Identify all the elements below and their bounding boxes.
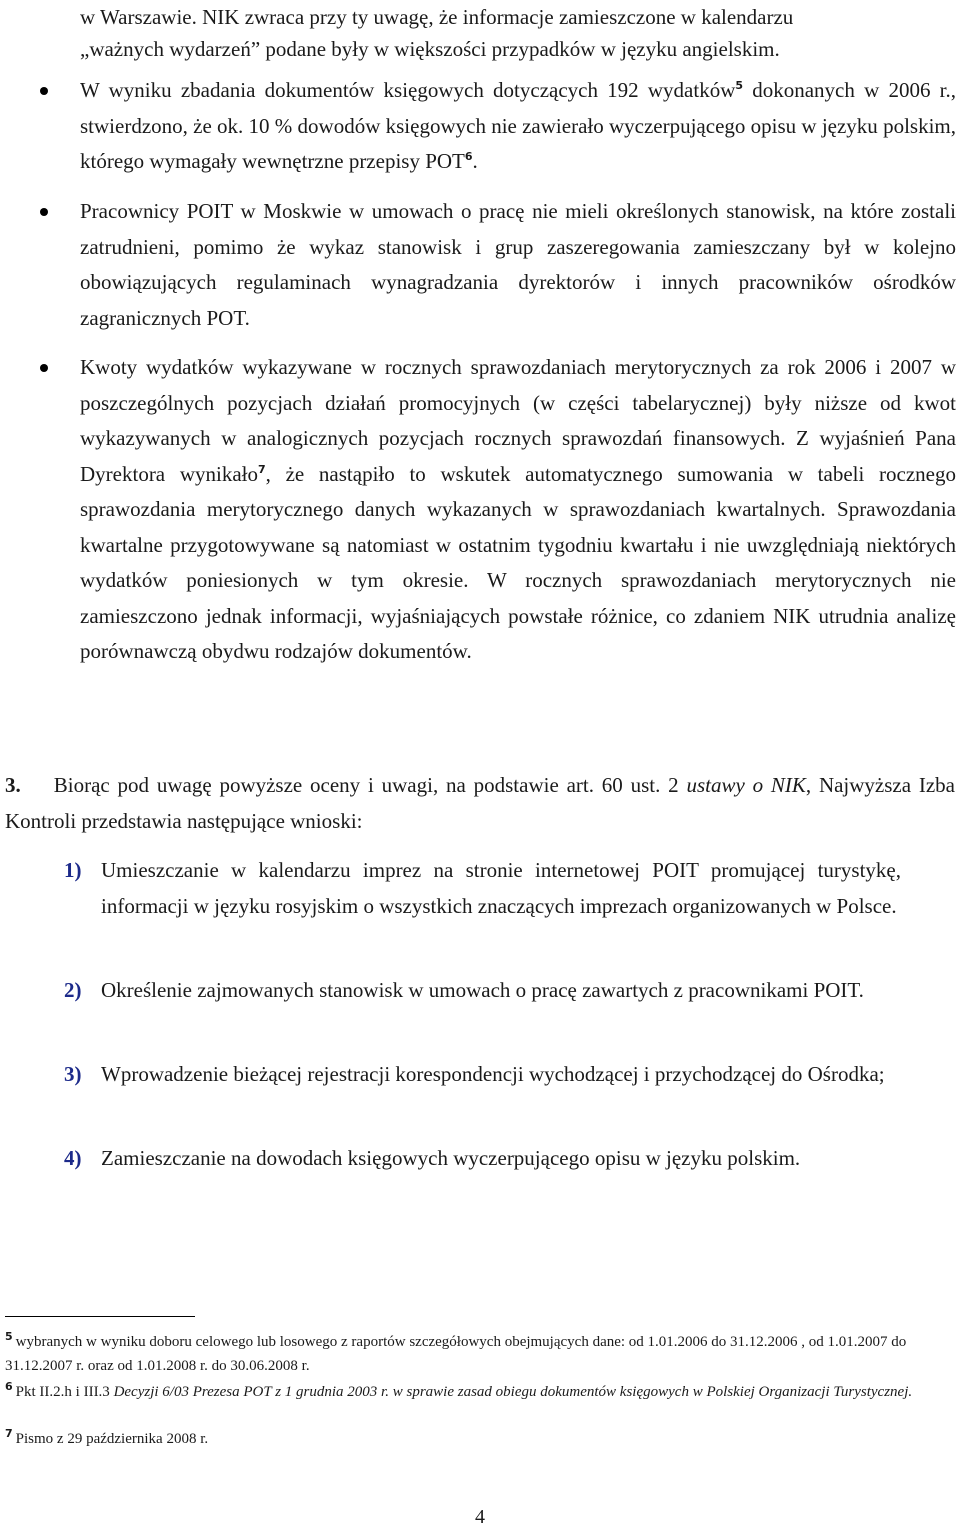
- item-text: Wprowadzenie bieżącej rejestracji korespondencji wychodzącej i przychodzącej do Ośrodka;: [101, 1062, 885, 1086]
- footnote-mark: 7: [5, 1427, 13, 1440]
- item-number: 2): [64, 978, 82, 1002]
- footnote-ref-6: 6: [464, 150, 473, 163]
- footnote-mark: 5: [5, 1330, 13, 1343]
- section-3-text-a: Biorąc pod uwagę powyższe oceny i uwagi, na podstawie art. 60 ust. 2: [53, 773, 687, 797]
- item-number: 4): [64, 1146, 82, 1170]
- bullet-paragraph-1: [80, 73, 956, 180]
- footnote-text: Pkt II.2.h i III.3: [15, 1384, 114, 1400]
- item-number: 3): [64, 1062, 82, 1086]
- footnote-7: [5, 1428, 955, 1452]
- footnote-mark: 6: [5, 1380, 13, 1393]
- section-3-paragraph: [5, 768, 955, 839]
- bullet-2-text: Pracownicy POIT w Moskwie w umowach o pracę nie mieli określonych stanowisk, na które zostali zatrudnieni, pomimo że wykaz stanowisk i grup zaszeregowania zamieszczany był w kolejno obowiązujących regulaminach wynagradzania dyrektorów i innych pracowników ośrodków zagranicznych POT.: [80, 199, 956, 330]
- footnote-ref-7: 7: [257, 462, 266, 476]
- bullet-3-text-b: , że nastąpiło to wskutek automatycznego sumowania w tabeli rocznego sprawozdania merytorycznego danych wykazanych w sprawozdaniach kwartalnych. Sprawozdania kwartalne przygotowywane są natomiast w ostatnim tygodniu kwartału i nie uwzględniają niektórych wydatków poniesionych w tym okresie. W rocznych sprawozdaniach merytorycznych nie zamieszczono jednak informacji, wyjaśniających powstałe różnice, co zdaniem NIK utrudnia analizę porównawczą obydwu rodzajów dokumentów.: [80, 461, 956, 663]
- bullet-3-text-a: Kwoty wydatków wykazywane w rocznych sprawozdaniach merytorycznych za rok 2006 i 2007 w poszczególnych pozycjach działań promocyjnych (w części tabelarycznej) były niższe od kwot wykazywanych w analogicznych pozycjach rocznych sprawozdań finansowych. Z wyjaśnień Pana Dyrektora wynikało: [80, 355, 956, 486]
- bullet-paragraph-3: [80, 350, 956, 670]
- bullet-icon: [40, 87, 48, 95]
- footnote-text-italic: Decyzji 6/03 Prezesa POT z 1 grudnia 2003 r. w sprawie zasad obiegu dokumentów księgowych w Polskiej Organizacji Turystycznej.: [113, 1384, 913, 1400]
- footnote-text: wybranych w wyniku doboru celowego lub losowego z raportów szczegółowych obejmujących dane: od 1.01.2006 do 31.12.2006 , od 1.01.2007 do 31.12.2007 r. oraz od 1.01.2008 r. do 30.06.2008 r.: [5, 1334, 907, 1374]
- intro-line-1: w Warszawie. NIK zwraca przy ty uwagę, że informacje zamieszczone w kalendarzu: [80, 5, 794, 29]
- item-text: Zamieszczanie na dowodach księgowych wyczerpującego opisu w języku polskim.: [101, 1146, 801, 1170]
- footnote-ref-5: 5: [735, 79, 744, 92]
- bullet-1-text-c: .: [472, 149, 478, 173]
- intro-paragraph: [80, 0, 955, 67]
- item-number: 1): [64, 858, 82, 882]
- page-number: 4: [475, 1506, 485, 1528]
- section-3-text-b: , Najwyższa Izba Kontroli przedstawia następujące wnioski:: [5, 773, 955, 833]
- section-3-law-reference: ustawy o NIK: [686, 773, 806, 797]
- bullet-1-text-b: dokonanych w 2006 r., stwierdzono, że ok. 10 % dowodów księgowych nie zawierało wyczerpującego opisu w języku polskim, którego wymagały wewnętrzne przepisy POT: [80, 78, 956, 173]
- footnote-6: [5, 1381, 955, 1405]
- section-number: 3.: [5, 773, 21, 797]
- footnote-5: [5, 1331, 955, 1378]
- bullet-icon: [40, 364, 48, 372]
- bullet-icon: [40, 208, 48, 216]
- item-text: Określenie zajmowanych stanowisk w umowach o pracę zawartych z pracownikami POIT.: [101, 978, 864, 1002]
- footnote-separator: [5, 1316, 195, 1317]
- bullet-paragraph-2: [80, 194, 956, 336]
- intro-line-2: „ważnych wydarzeń” podane były w większości przypadków w języku angielskim.: [80, 36, 780, 61]
- footnote-text: Pismo z 29 października 2008 r.: [15, 1431, 209, 1447]
- bullet-1-text-a: W wyniku zbadania dokumentów księgowych dotyczących 192 wydatków: [80, 78, 736, 102]
- item-text: Umieszczanie w kalendarzu imprez na stronie internetowej POIT promującej turystykę, informacji w języku rosyjskim o wszystkich znaczących imprezach organizowanych w Polsce.: [101, 858, 901, 918]
